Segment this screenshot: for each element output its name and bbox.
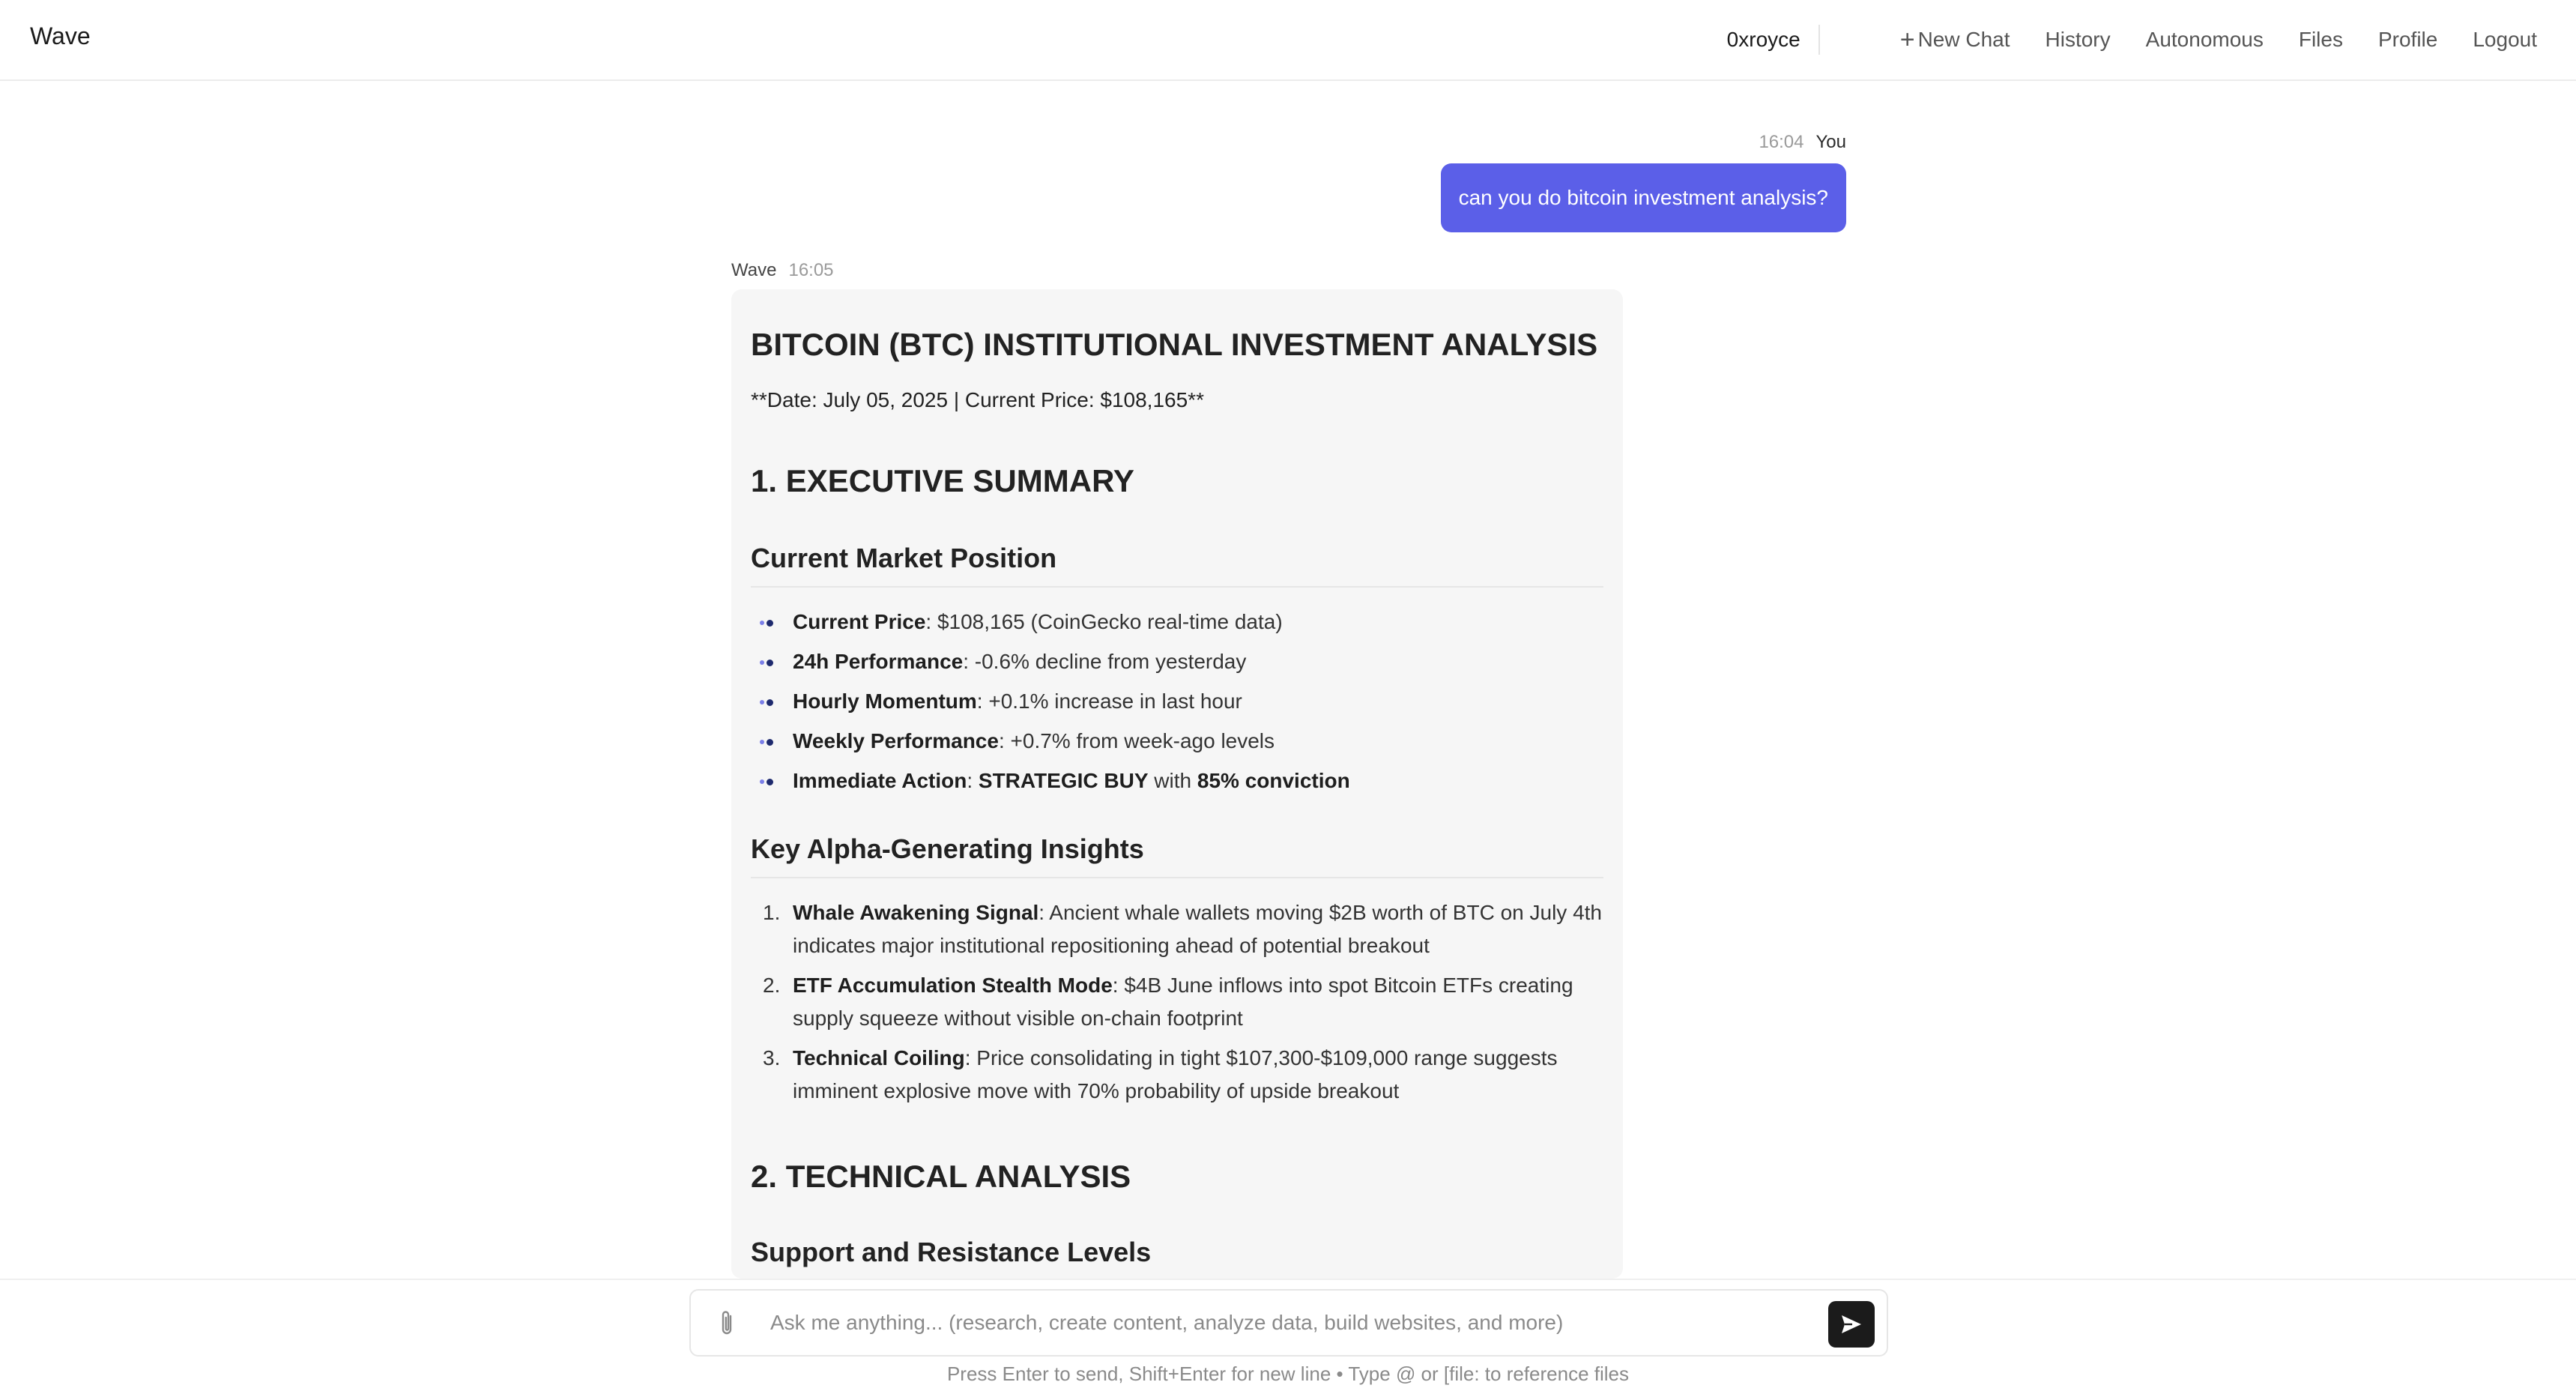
logout-link[interactable]: Logout [2473,28,2537,51]
item-text: : +0.7% from week-ago levels [998,729,1275,752]
list-item-immediate-action [751,764,1603,797]
brand-logo[interactable]: Wave [30,22,91,49]
section-heading-executive-summary: 1. EXECUTIVE SUMMARY [751,463,1134,498]
item-text: : -0.6% decline from yesterday [963,650,1247,673]
key-insights-list [751,896,1603,1108]
item-label: ETF Accumulation Stealth Mode [793,974,1113,997]
item-number: 3. [763,1046,781,1069]
subheading-key-insights: Key Alpha-Generating Insights [751,830,1603,878]
new-chat-button[interactable] [1900,27,2010,52]
item-label: Current Price [793,610,926,633]
top-navigation-bar [0,0,2576,81]
market-position-list [751,606,1603,797]
list-item [751,606,1603,639]
list-item [751,645,1603,678]
message-composer [689,1289,1888,1357]
list-item [751,896,1603,962]
ai-message-card [731,289,1623,1279]
bullet-icon [760,699,776,705]
nav-history-link[interactable]: History [2045,28,2111,51]
username-label[interactable]: 0xroyce [1727,25,1820,55]
list-item [751,725,1603,758]
analysis-title: BITCOIN (BTC) INSTITUTIONAL INVESTMENT ANALYSIS [751,327,1598,362]
item-text: : $108,165 (CoinGecko real-time data) [925,610,1283,633]
header-nav [1727,0,2537,79]
subheading-support-resistance: Support and Resistance Levels [751,1234,1603,1279]
ai-message-meta [731,260,834,281]
send-icon [1839,1312,1863,1336]
item-text: with [1148,769,1197,792]
item-label: Whale Awakening Signal [793,901,1039,924]
item-label: Technical Coiling [793,1046,965,1069]
item-text: : $4B June inflows into spot Bitcoin ETFs creating supply squeeze without visible on-chain footprint [793,974,1573,1030]
ai-message-time: 16:05 [788,260,834,280]
bullet-icon [760,620,776,626]
list-item [751,969,1603,1035]
nav-autonomous-link[interactable]: Autonomous [2145,28,2264,51]
subheading-current-market-position: Current Market Position [751,540,1603,588]
item-text: : Price consolidating in tight $107,300-$109,000 range suggests imminent explosive move with 70% probability of upside breakout [793,1046,1558,1102]
bullet-icon [760,739,776,745]
bullet-icon [760,779,776,785]
user-message-meta [1759,132,1846,153]
nav-files-link[interactable]: Files [2298,28,2343,51]
item-text: : Ancient whale wallets moving $2B worth of BTC on July 4th indicates major institutional repositioning ahead of potential breakout [793,901,1603,957]
user-message-time: 16:04 [1759,132,1804,152]
nav-profile-link[interactable]: Profile [2377,28,2438,51]
item-label: Immediate Action [793,769,967,792]
chat-input[interactable] [769,1301,1743,1345]
new-chat-label: New Chat [1917,28,2010,51]
item-label: Hourly Momentum [793,690,977,713]
analysis-dateline: **Date: July 05, 2025 | Current Price: $108,165** [751,388,1204,411]
user-message-sender: You [1815,132,1846,152]
item-separator: : [967,769,979,792]
item-label: 24h Performance [793,650,964,673]
conviction-level: 85% conviction [1197,769,1350,792]
composer-hint: Press Enter to send, Shift+Enter for new line • Type @ or [file: to reference files [946,1363,1630,1385]
item-text: : +0.1% increase in last hour [976,690,1242,713]
bullet-icon [760,660,776,666]
item-label: Weekly Performance [793,729,999,752]
action-recommendation: STRATEGIC BUY [978,769,1149,792]
ai-message-sender: Wave [731,260,777,280]
plus-icon: + [1899,25,1915,54]
item-number: 1. [763,901,781,924]
user-message-bubble: can you do bitcoin investment analysis? [1441,163,1846,232]
list-item [751,685,1603,718]
item-number: 2. [763,974,781,997]
section-heading-technical-analysis: 2. TECHNICAL ANALYSIS [751,1159,1131,1194]
send-button[interactable] [1828,1301,1875,1348]
list-item [751,1042,1603,1108]
paperclip-icon[interactable] [718,1309,736,1339]
